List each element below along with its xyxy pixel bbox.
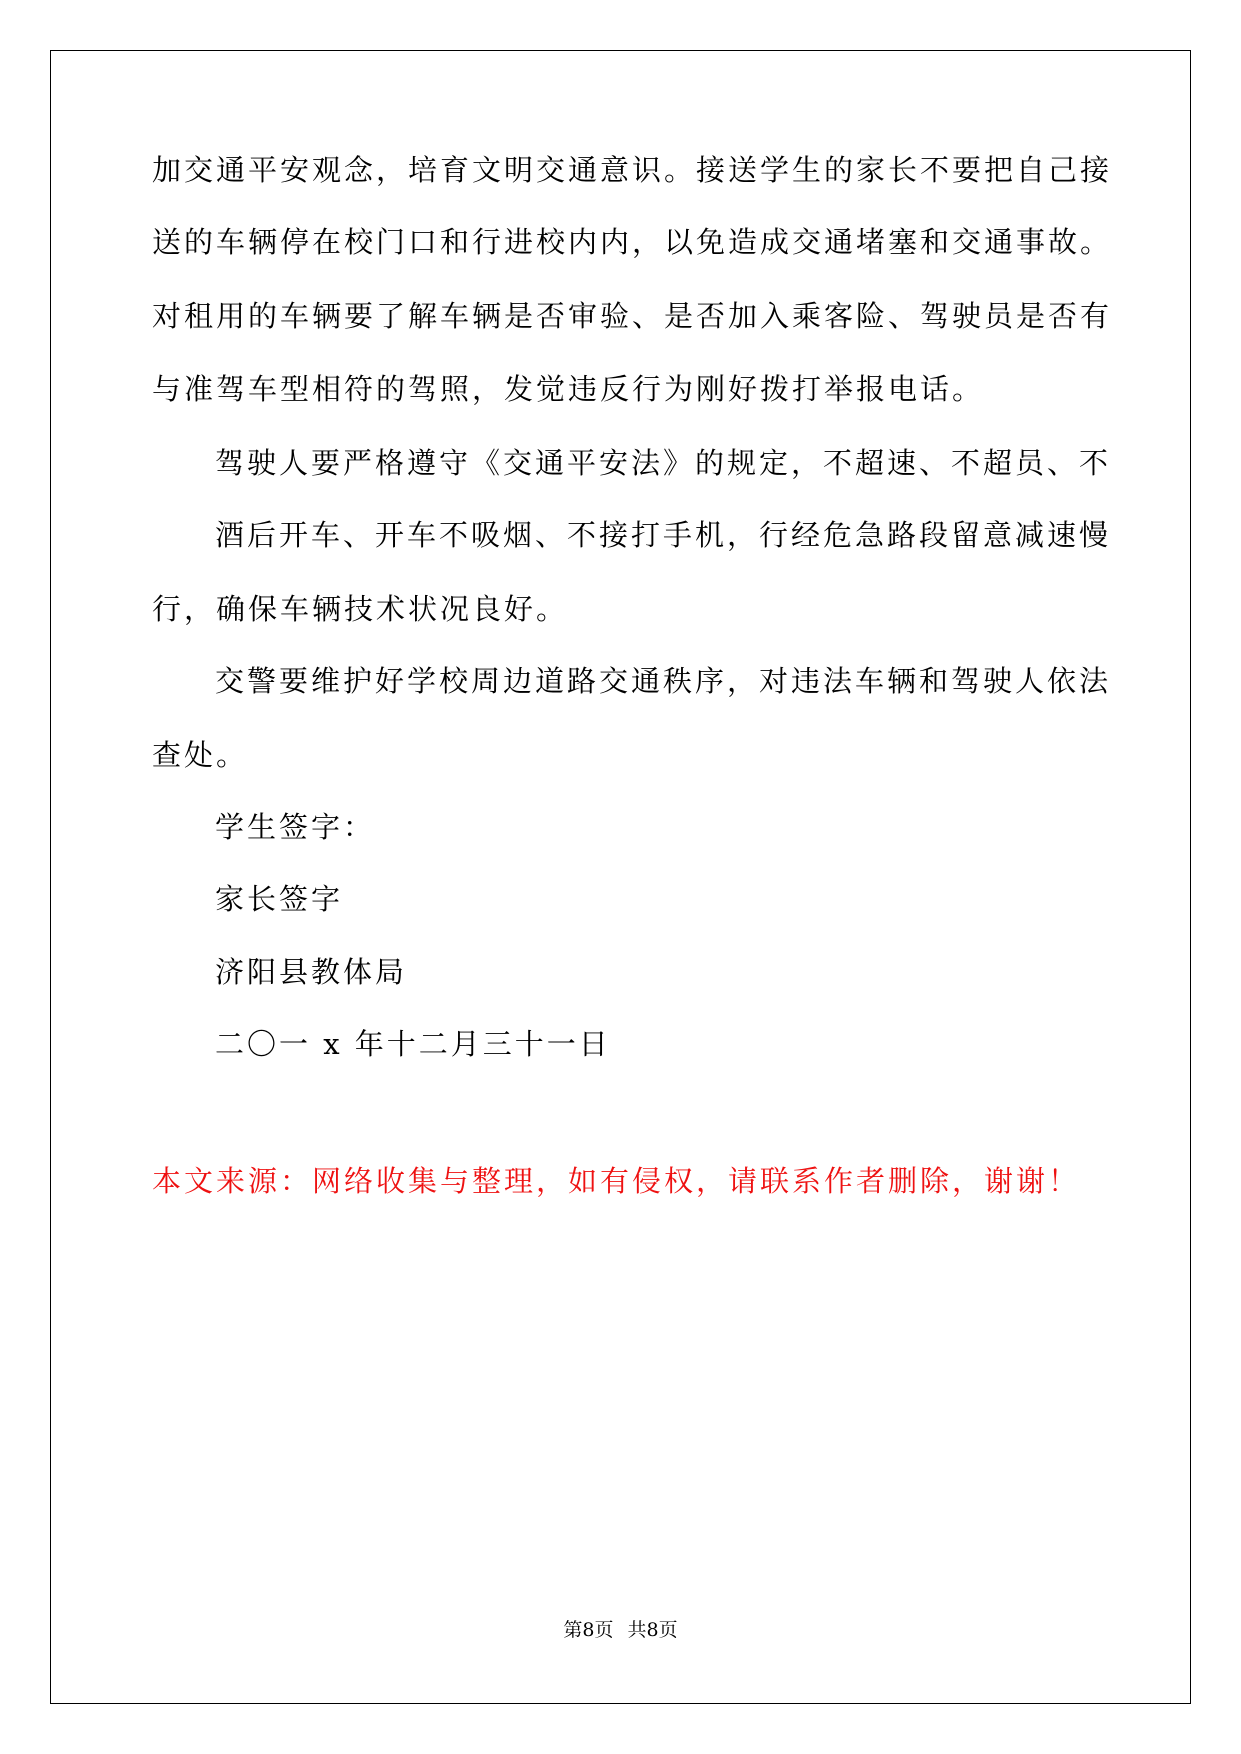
issue-date: 二〇一 x 年十二月三十一日	[215, 1027, 611, 1061]
source-note: 本文来源：网络收集与整理，如有侵权，请联系作者删除，谢谢！	[152, 1164, 1081, 1198]
page-total: 共8页	[627, 1619, 678, 1641]
body-line-4: 与准驾车型相符的驾照，发觉违反行为刚好拨打举报电话。	[152, 372, 985, 406]
body-line-9: 查处。	[152, 738, 249, 772]
body-line-8: 交警要维护好学校周边道路交通秩序，对违法车辆和驾驶人依法	[215, 664, 1112, 698]
body-line-6: 酒后开车、开车不吸烟、不接打手机，行经危急路段留意减速慢	[215, 518, 1112, 552]
body-line-5: 驾驶人要严格遵守《交通平安法》的规定，不超速、不超员、不	[215, 446, 1112, 480]
body-line-7: 行，确保车辆技术状况良好。	[152, 592, 569, 626]
student-signature-label: 学生签字：	[215, 810, 376, 844]
parent-signature-label: 家长签字	[215, 882, 344, 916]
page-footer	[0, 1615, 1241, 1642]
body-line-3: 对租用的车辆要了解车辆是否审验、是否加入乘客险、驾驶员是否有	[152, 299, 1113, 333]
body-line-2: 送的车辆停在校门口和行进校内内，以免造成交通堵塞和交通事故。	[152, 225, 1113, 259]
issuer-name: 济阳县教体局	[215, 955, 408, 989]
body-line-1: 加交通平安观念，培育文明交通意识。接送学生的家长不要把自己接	[152, 153, 1113, 187]
page-number: 第8页	[563, 1619, 614, 1641]
